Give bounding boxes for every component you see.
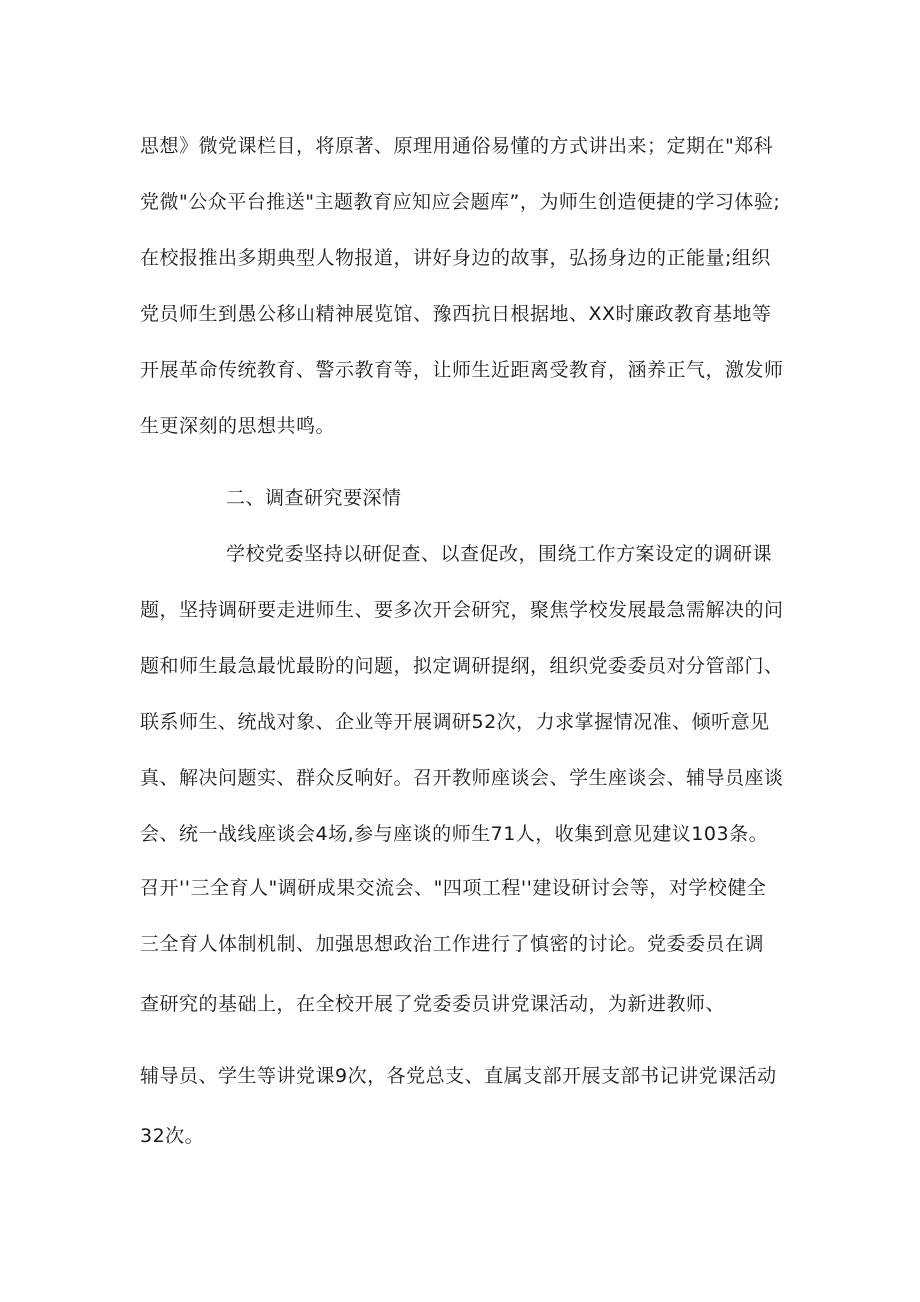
paragraph-2-line-1: 学校党委坚持以研促查、以查促改，围绕工作方案设定的调研课 — [226, 543, 773, 565]
paragraph-2-line-5: 真、解决问题实、群众反响好。召开教师座谈会、学生座谈会、辅导员座谈 — [140, 767, 784, 789]
paragraph-2-line-4: 联系师生、统战对象、企业等开展调研52次，力求掌握情况准、倾听意见 — [140, 711, 770, 733]
paragraph-1-line-6: 生更深刻的思想共鸣。 — [140, 415, 336, 437]
paragraph-2-line-3: 题和师生最急最忧最盼的问题，拟定调研提纲，组织党委委员对分管部门、 — [140, 655, 784, 677]
paragraph-1-line-4: 党员师生到愚公移山精神展览馆、豫西抗日根据地、XX时廉政教育基地等 — [140, 303, 772, 325]
paragraph-1-line-2: 党微"公众平台推送"主题教育应知应会题库”，为师生创造便捷的学习体验; — [140, 191, 781, 213]
paragraph-2-line-2: 题，坚持调研要走进师生、要多次开会研究，聚焦学校发展最急需解决的问 — [140, 599, 784, 621]
paragraph-2-line-8: 三全育人体制机制、加强思想政治工作进行了慎密的讨论。党委委员在调 — [140, 933, 765, 955]
paragraph-1-line-3: 在校报推出多期典型人物报道，讲好身边的故事，弘扬身边的正能量;组织 — [140, 247, 771, 269]
paragraph-2-line-11: 32次。 — [140, 1125, 205, 1147]
paragraph-2-line-6: 会、统一战线座谈会4场,参与座谈的师生71人，收集到意见建议103条。 — [140, 823, 769, 845]
paragraph-1-line-5: 开展革命传统教育、警示教育等，让师生近距离受教育，涵养正气，激发师 — [140, 359, 784, 381]
paragraph-2-line-7: 召开''三全育人"调研成果交流会、"四项工程''建设研讨会等，对学校健全 — [140, 877, 767, 899]
paragraph-1-line-1: 思想》微党课栏目，将原著、原理用通俗易懂的方式讲出来；定期在"郑科 — [140, 135, 774, 157]
paragraph-2-line-9: 查研究的基础上，在全校开展了党委委员讲党课活动，为新进教师、 — [140, 993, 726, 1015]
paragraph-2-line-10: 辅导员、学生等讲党课9次，各党总支、直属支部开展支部书记讲党课活动 — [140, 1065, 777, 1087]
section-heading: 二、调查研究要深情 — [226, 487, 402, 509]
